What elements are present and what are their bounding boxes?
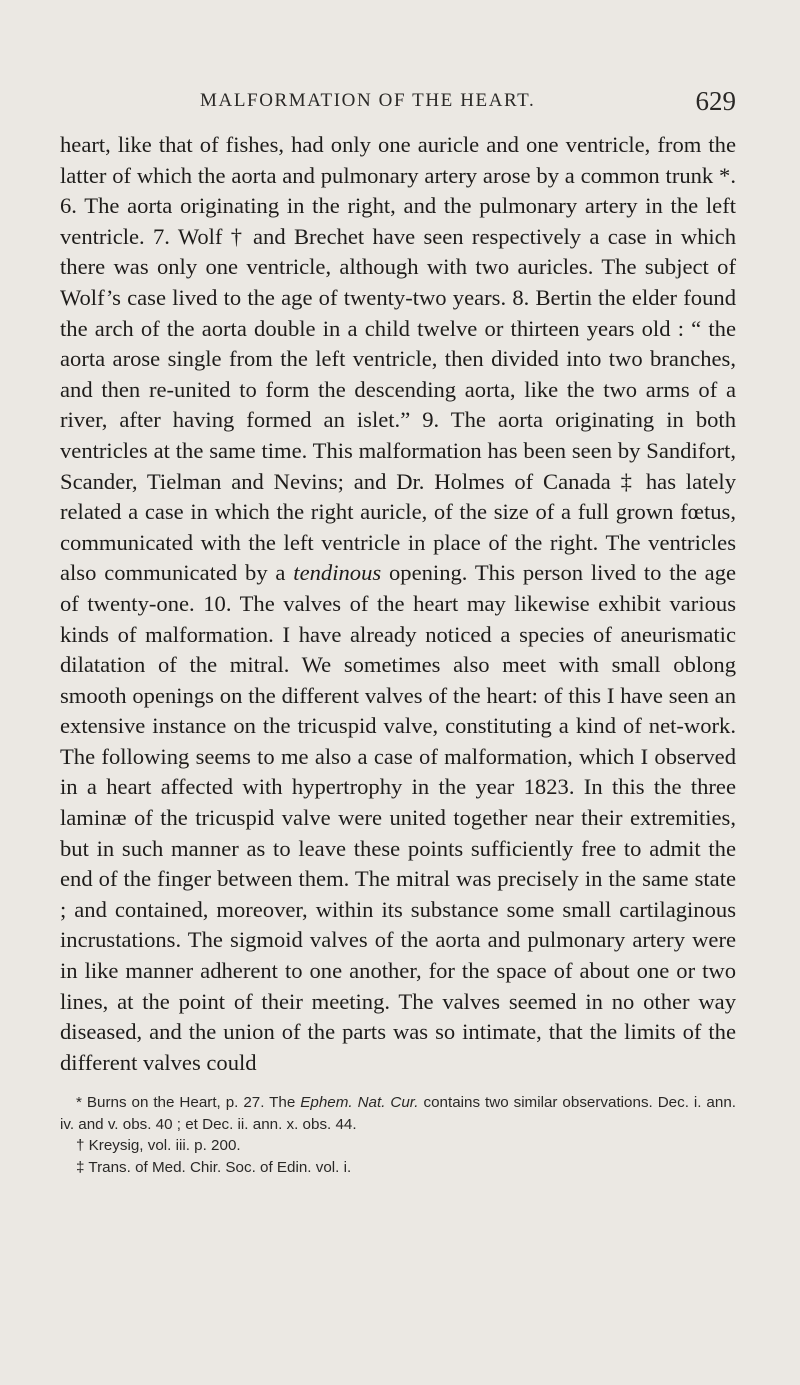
footnote-1-text-a: * Burns on the Heart, p. 27. The — [76, 1094, 296, 1111]
footnote-1-text-b: contains two similar observations. Dec. i. ann. iv. and v. obs. 40 ; et Dec. ii. ann. x. obs. 44. — [60, 1094, 736, 1133]
footnote-1 — [60, 1092, 736, 1135]
italic-term: tendinous — [293, 560, 382, 586]
footnote-1-italic: Ephem. Nat. Cur. — [300, 1094, 419, 1111]
running-title: MALFORMATION OF THE HEART. — [200, 90, 536, 111]
footnote-3: ‡ Trans. of Med. Chir. Soc. of Edin. vol. i. — [76, 1158, 352, 1176]
footnotes — [60, 1092, 736, 1178]
running-head — [60, 88, 736, 114]
body-text-part-2: opening. This person lived to the age of twenty-one. 10. The valves of the heart may likewise exhibit various kinds of malformation. I have already noticed a species of aneurismatic dilatation of the mitral. We sometimes also meet with small oblong smooth openings on the different valves of the heart: of this I have seen an extensive instance on the tricuspid valve, constituting a kind of net-work. The following seems to me also a case of malformation, which I observed in a heart affected with hypertrophy in the year 1823. In this the three laminæ of the tricuspid valve were united together near their extremities, but in such manner as to leave these points sufficiently free to admit the end of the finger between them. The mitral was precisely in the same state ; and contained, moreover, within its substance some small cartilaginous incrustations. The sigmoid valves of the aorta and pulmonary artery were in like manner adherent to one another, for the space of about one or two lines, at the point of their meeting. The valves seemed in no other way diseased, and the union of the parts was so intimate, that the limits of the different valves could — [60, 560, 737, 1075]
body-paragraph — [60, 130, 736, 1078]
page-number: 629 — [695, 86, 736, 116]
footnote-2: † Kreysig, vol. iii. p. 200. — [76, 1137, 241, 1154]
body-text-part-1: heart, like that of fishes, had only one auricle and one ventricle, from the latter of which the aorta and pulmonary artery arose by a common trunk *. 6. The aorta originating in the right, and the pulmonary artery in the left ventricle. 7. Wolf † and Brechet have seen respectively a case in which there was only one ventricle, although with two auricles. The subject of Wolf’s case lived to the age of twenty-two years. 8. Bertin the elder found the arch of the aorta double in a child twelve or thirteen years old : “ the aorta arose single from the left ventricle, then divided into two branches, and then re-united to form the descending aorta, like the two arms of a river, after having formed an islet.” 9. The aorta originating in both ventricles at the same time. This malformation has been seen by Sandifort, Scander, Tielman and Nevins; and Dr. Holmes of Canada ‡ has lately related a case in which the right auricle, of the size of a full grown fœtus, communicated with the left ventricle in place of the right. The ventricles also communicated by a — [60, 132, 736, 586]
